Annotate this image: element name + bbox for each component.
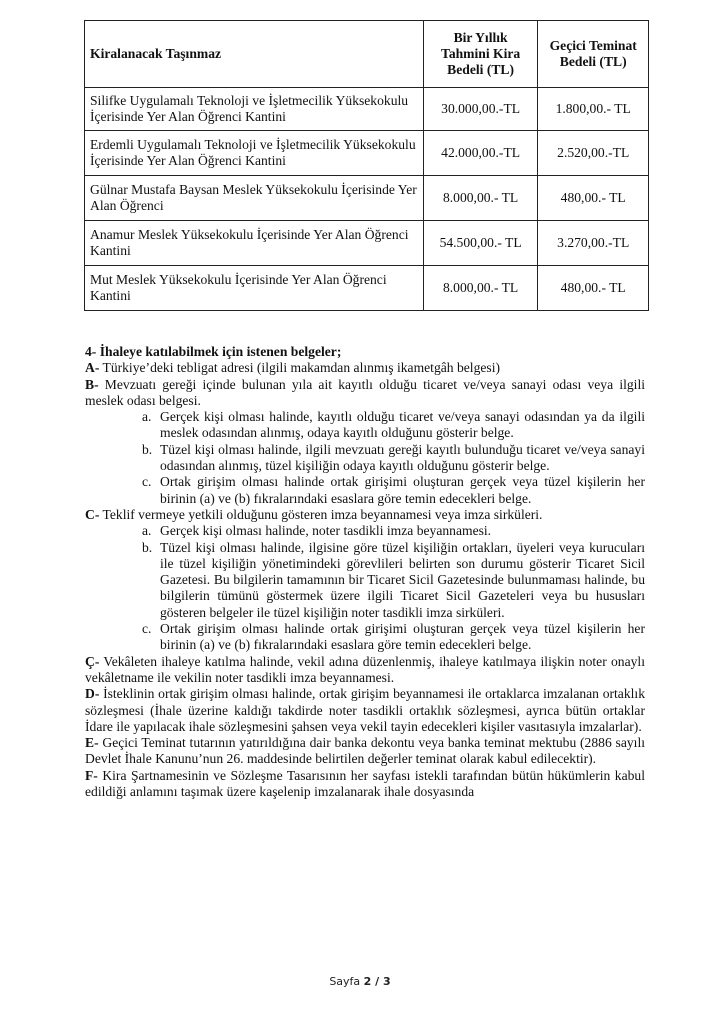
item-b-label: B- bbox=[85, 376, 99, 392]
sub-item bbox=[142, 442, 645, 475]
item-c-cedilla-label: Ç- bbox=[85, 653, 100, 669]
item-a-text: Türkiye’deki tebligat adresi (ilgili makamdan alınmış ikametgâh belgesi) bbox=[99, 360, 501, 376]
table-header-row bbox=[85, 21, 649, 88]
cell-property: Mut Meslek Yüksekokulu İçerisinde Yer Alan Öğrenci Kantini bbox=[85, 266, 424, 311]
document-body bbox=[85, 344, 645, 800]
cell-deposit: 480,00.- TL bbox=[538, 176, 649, 221]
item-e-text: Geçici Teminat tutarının yatırıldığına dair banka dekontu veya banka teminat mektubu (2886 sayılı Devlet İhale Kanunu’nun 26. maddesinde belirtilen değerler teminat olarak kabul edilecektir). bbox=[85, 735, 645, 767]
table-row bbox=[85, 88, 649, 131]
page-label: Sayfa bbox=[329, 975, 364, 988]
sub-item-text: Ortak girişim olması halinde ortak girişimi oluşturan gerçek veya tüzel kişilerin her birinin (a) ve (b) fıkralarındaki esaslara göre temin edecekleri belge. bbox=[160, 621, 645, 653]
sub-item bbox=[142, 523, 645, 539]
sub-item-text: Gerçek kişi olması halinde, noter tasdikli imza beyannamesi. bbox=[160, 523, 492, 539]
cell-rent: 54.500,00.- TL bbox=[423, 221, 538, 266]
page-footer bbox=[0, 975, 720, 988]
sub-item-marker: a. bbox=[142, 523, 152, 539]
item-f-text: Kira Şartnamesinin ve Sözleşme Tasarısının her sayfası istekli tarafından bütün hükümlerin kabul edildiği anlamını taşımak üzere kaşelenip imzalanarak ihale dosyasında bbox=[85, 767, 645, 800]
page-total: 3 bbox=[383, 975, 391, 988]
item-d-text: İsteklinin ortak girişim olması halinde, ortak girişim beyannamesi ile ortaklarca imzalanan ortaklık sözleşmesi (İhale üzerine kaldığı takdirde noter tasdikli ortaklık sözleşmesi, ayrıca bütün ortaklar İdare ile yapılacak ihale sözleşmesini şahsen veya vekil tayin edecekleri kişiler vasıtasıyla imzalarlar). bbox=[85, 686, 645, 734]
sub-item bbox=[142, 540, 645, 621]
cell-rent: 30.000,00.-TL bbox=[423, 88, 538, 131]
cell-deposit: 480,00.- TL bbox=[538, 266, 649, 311]
cell-rent: 8.000,00.- TL bbox=[423, 176, 538, 221]
sub-item-text: Tüzel kişi olması halinde, ilgili mevzuatı gereği kayıtlı bulunduğu ticaret ve/veya sanayi odasından alınmış, tüzel kişiliğin odaya kayıtlı olduğunu gösterir belge. bbox=[160, 441, 645, 474]
table-row bbox=[85, 131, 649, 176]
sub-item-text: Tüzel kişi olması halinde, ilgisine göre tüzel kişiliğin ortakları, üyeleri veya kurucuları ile tüzel kişiliğin yönetimindeki görevlileri belirten son durumu gösterir Ticaret Sicil Gazetesi. Bu bilgilerin tamamının bir Ticaret Sicil Gazetesinde bulunmaması halinde, bu bilgilerin tümünü göstermek üzere ilgili Ticaret Sicil Gazeteleri veya bu hususları gösteren belgeler ile tüzel kişiliğin noter tasdikli imza sirküleri. bbox=[160, 539, 645, 620]
table-row bbox=[85, 266, 649, 311]
sub-item bbox=[142, 621, 645, 654]
item-f bbox=[85, 768, 645, 801]
sub-item-text: Gerçek kişi olması halinde, kayıtlı olduğu ticaret ve/veya sanayi odasından ya da ilgili meslek odasından alınmış, odaya kayıtlı olduğunu gösterir belge. bbox=[160, 409, 645, 441]
cell-deposit: 2.520,00.-TL bbox=[538, 131, 649, 176]
cell-property: Anamur Meslek Yüksekokulu İçerisinde Yer Alan Öğrenci Kantini bbox=[85, 221, 424, 266]
sub-item-marker: b. bbox=[142, 441, 153, 457]
item-a-label: A- bbox=[85, 360, 100, 376]
item-c bbox=[85, 507, 645, 523]
cell-rent: 42.000,00.-TL bbox=[423, 131, 538, 176]
cell-deposit: 3.270,00.-TL bbox=[538, 221, 649, 266]
item-c-text: Teklif vermeye yetkili olduğunu gösteren imza beyannamesi veya imza sirküleri. bbox=[99, 506, 543, 522]
item-b-text: Mevzuatı gereği içinde bulunan yıla ait kayıtlı olduğu ticaret ve/veya sanayi odası veya ilgili meslek odası belgesi. bbox=[85, 376, 645, 408]
cell-property: Gülnar Mustafa Baysan Meslek Yüksekokulu İçerisinde Yer Alan Öğrenci bbox=[85, 176, 424, 221]
cell-property: Erdemli Uygulamalı Teknoloji ve İşletmecilik Yüksekokulu İçerisinde Yer Alan Öğrenci Kantini bbox=[85, 131, 424, 176]
header-annual-rent: Bir Yıllık Tahmini Kira Bedeli (TL) bbox=[423, 21, 538, 88]
sub-item-marker: c. bbox=[142, 621, 152, 637]
table-row bbox=[85, 221, 649, 266]
item-d-label: D- bbox=[85, 686, 100, 702]
item-b bbox=[85, 377, 645, 410]
sub-item bbox=[142, 474, 645, 507]
item-c-cedilla-text: Vekâleten ihaleye katılma halinde, vekil adına düzenlenmiş, ihaleye katılmaya ilişkin noter onaylı vekâletname ile vekilin noter tasdikli imza beyannamesi. bbox=[85, 653, 645, 685]
rental-property-table bbox=[84, 20, 649, 311]
item-d bbox=[85, 686, 645, 735]
sub-item bbox=[142, 409, 645, 442]
item-a bbox=[85, 360, 645, 376]
sub-item-marker: a. bbox=[142, 409, 152, 425]
item-f-label: F- bbox=[85, 767, 98, 783]
sub-item-marker: b. bbox=[142, 539, 153, 555]
item-c-label: C- bbox=[85, 506, 100, 522]
header-property: Kiralanacak Taşınmaz bbox=[85, 21, 424, 88]
cell-deposit: 1.800,00.- TL bbox=[538, 88, 649, 131]
sub-item-marker: c. bbox=[142, 474, 152, 490]
page-separator: / bbox=[371, 975, 384, 988]
section-heading: 4- İhaleye katılabilmek için istenen belgeler; bbox=[85, 344, 342, 359]
item-e bbox=[85, 735, 645, 768]
table-row bbox=[85, 176, 649, 221]
page-number: 2 bbox=[363, 975, 372, 988]
sub-item-text: Ortak girişim olması halinde ortak girişimi oluşturan gerçek veya tüzel kişilerin her birinin (a) ve (b) fıkralarındaki esaslara göre temin edecekleri belge. bbox=[160, 474, 645, 506]
cell-rent: 8.000,00.- TL bbox=[423, 266, 538, 311]
cell-property: Silifke Uygulamalı Teknoloji ve İşletmecilik Yüksekokulu İçerisinde Yer Alan Öğrenci Kantini bbox=[85, 88, 424, 131]
item-c-cedilla bbox=[85, 654, 645, 687]
header-deposit: Geçici Teminat Bedeli (TL) bbox=[538, 21, 649, 88]
item-e-label: E- bbox=[85, 735, 99, 751]
